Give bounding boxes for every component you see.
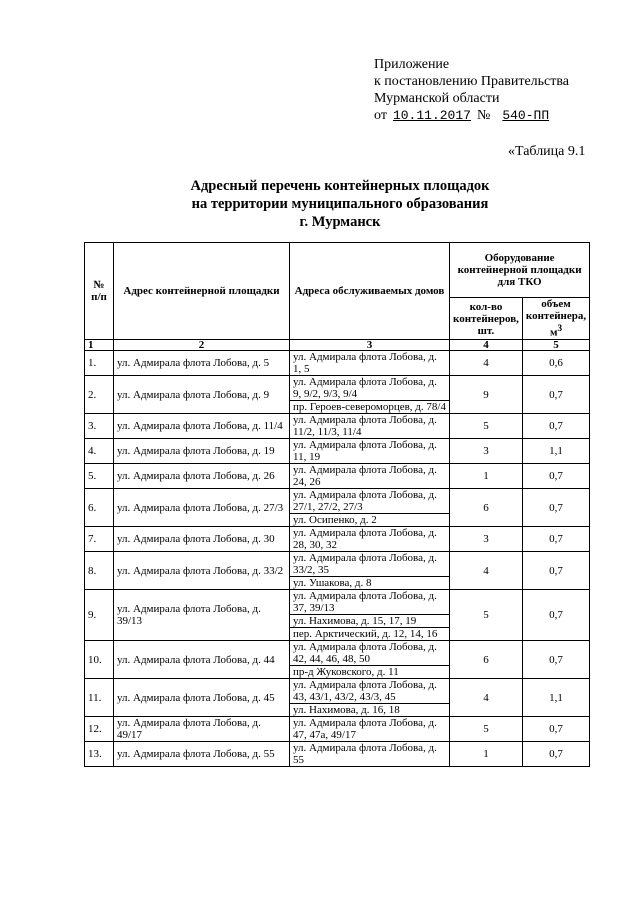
table-row (85, 717, 590, 742)
container-volume: 1,1 (522, 439, 589, 464)
served-address: ул. Адмирала флота Лобова, д. 27/1, 27/2, 27/3 (290, 489, 450, 514)
container-count: 6 (450, 489, 523, 527)
title-line-2: на территории муниципального образования (191, 196, 489, 212)
table-row (85, 552, 590, 577)
row-number: 6. (85, 489, 114, 527)
container-volume: 0,7 (522, 464, 589, 489)
container-volume: 0,7 (522, 590, 589, 641)
title-line-1: Адресный перечень контейнерных площадок (190, 178, 490, 194)
container-count: 1 (450, 742, 523, 767)
header-volume (522, 298, 589, 340)
column-number: 1 (85, 340, 114, 351)
container-count: 1 (450, 464, 523, 489)
row-number: 1. (85, 351, 114, 376)
served-address: ул. Адмирала флота Лобова, д. 9, 9/2, 9/3, 9/4 (290, 376, 450, 401)
container-volume: 0,7 (522, 527, 589, 552)
served-address: ул. Адмирала флота Лобова, д. 11/2, 11/3, 11/4 (290, 414, 450, 439)
table-row (85, 679, 590, 704)
container-volume: 0,7 (522, 489, 589, 527)
site-address: ул. Адмирала флота Лобова, д. 33/2 (114, 552, 290, 590)
annex-line-2: к постановлению Правительства (374, 74, 570, 89)
annex-block (374, 56, 569, 124)
container-count: 4 (450, 552, 523, 590)
served-address: ул. Адмирала флота Лобова, д. 43, 43/1, 43/2, 43/3, 45 (290, 679, 450, 704)
header-equipment: Оборудование контейнерной площадки для ТКО (450, 243, 590, 298)
site-address: ул. Адмирала флота Лобова, д. 49/17 (114, 717, 290, 742)
row-number: 7. (85, 527, 114, 552)
row-number: 5. (85, 464, 114, 489)
served-address: ул. Адмирала флота Лобова, д. 11, 19 (290, 439, 450, 464)
row-number: 11. (85, 679, 114, 717)
header-volume-sup: 3 (557, 323, 563, 334)
container-volume: 0,7 (522, 414, 589, 439)
column-number: 2 (114, 340, 290, 351)
header-site-address: Адрес контейнерной площадки (114, 243, 290, 340)
served-address: ул. Адмирала флота Лобова, д. 42, 44, 46, 48, 50 (290, 641, 450, 666)
served-address: ул. Адмирала флота Лобова, д. 28, 30, 32 (290, 527, 450, 552)
column-number: 3 (290, 340, 450, 351)
served-address: ул. Ушакова, д. 8 (290, 577, 450, 590)
container-count: 3 (450, 439, 523, 464)
table-row (85, 489, 590, 514)
row-number: 4. (85, 439, 114, 464)
annex-line-3: Мурманской области (374, 91, 500, 106)
table-row (85, 590, 590, 615)
served-address: ул. Адмирала флота Лобова, д. 47, 47а, 49/17 (290, 717, 450, 742)
served-address: ул. Адмирала флота Лобова, д. 33/2, 35 (290, 552, 450, 577)
table-label: «Таблица 9.1 (508, 144, 586, 159)
container-count: 4 (450, 679, 523, 717)
annex-line-1: Приложение (374, 57, 450, 72)
container-volume: 0,7 (522, 552, 589, 590)
container-volume: 0,7 (522, 717, 589, 742)
served-address: ул. Адмирала флота Лобова, д. 37, 39/13 (290, 590, 450, 615)
site-address: ул. Адмирала флота Лобова, д. 5 (114, 351, 290, 376)
site-address: ул. Адмирала флота Лобова, д. 11/4 (114, 414, 290, 439)
site-address: ул. Адмирала флота Лобова, д. 39/13 (114, 590, 290, 641)
page-title (150, 177, 530, 231)
annex-from-label: от (374, 108, 387, 123)
served-address: пер. Арктический, д. 12, 14, 16 (290, 628, 450, 641)
container-sites-table (84, 242, 590, 767)
served-address: ул. Адмирала флота Лобова, д. 55 (290, 742, 450, 767)
container-count: 9 (450, 376, 523, 414)
site-address: ул. Адмирала флота Лобова, д. 30 (114, 527, 290, 552)
annex-date-line (374, 107, 569, 124)
site-address: ул. Адмирала флота Лобова, д. 27/3 (114, 489, 290, 527)
served-address: ул. Нахимова, д. 16, 18 (290, 704, 450, 717)
row-number: 3. (85, 414, 114, 439)
served-address: ул. Адмирала флота Лобова, д. 1, 5 (290, 351, 450, 376)
row-number: 8. (85, 552, 114, 590)
container-volume: 1,1 (522, 679, 589, 717)
served-address: ул. Нахимова, д. 15, 17, 19 (290, 615, 450, 628)
container-volume: 0,7 (522, 376, 589, 414)
site-address: ул. Адмирала флота Лобова, д. 44 (114, 641, 290, 679)
container-count: 6 (450, 641, 523, 679)
site-address: ул. Адмирала флота Лобова, д. 45 (114, 679, 290, 717)
row-number: 10. (85, 641, 114, 679)
table-row (85, 641, 590, 666)
container-count: 5 (450, 414, 523, 439)
header-count: кол-во контейнеров, шт. (450, 298, 523, 340)
container-volume: 0,7 (522, 641, 589, 679)
row-number: 12. (85, 717, 114, 742)
served-address: пр. Героев-североморцев, д. 78/4 (290, 401, 450, 414)
row-number: 9. (85, 590, 114, 641)
table-row (85, 527, 590, 552)
header-served-addresses: Адреса обслуживаемых домов (290, 243, 450, 340)
site-address: ул. Адмирала флота Лобова, д. 19 (114, 439, 290, 464)
served-address: ул. Адмирала флота Лобова, д. 24, 26 (290, 464, 450, 489)
container-count: 5 (450, 717, 523, 742)
title-line-3: г. Мурманск (299, 214, 381, 230)
header-num: № п/п (85, 243, 114, 340)
table-row (85, 742, 590, 767)
container-volume: 0,7 (522, 742, 589, 767)
site-address: ул. Адмирала флота Лобова, д. 9 (114, 376, 290, 414)
served-address: пр-д Жуковского, д. 11 (290, 666, 450, 679)
table-row (85, 414, 590, 439)
table-row (85, 376, 590, 401)
container-count: 4 (450, 351, 523, 376)
site-address: ул. Адмирала флота Лобова, д. 55 (114, 742, 290, 767)
container-count: 5 (450, 590, 523, 641)
container-count: 3 (450, 527, 523, 552)
annex-number-label: № (476, 108, 491, 123)
table-row (85, 351, 590, 376)
table-body (85, 340, 590, 767)
column-number-row (85, 340, 590, 351)
table-row (85, 464, 590, 489)
table-row (85, 439, 590, 464)
row-number: 2. (85, 376, 114, 414)
site-address: ул. Адмирала флота Лобова, д. 26 (114, 464, 290, 489)
column-number: 5 (522, 340, 589, 351)
column-number: 4 (450, 340, 523, 351)
served-address: ул. Осипенко, д. 2 (290, 514, 450, 527)
annex-date: 10.11.2017 (392, 108, 471, 123)
annex-number: 540-ПП (502, 108, 550, 123)
header-volume-text: объем контейнера, м (525, 298, 587, 339)
container-volume: 0,6 (522, 351, 589, 376)
row-number: 13. (85, 742, 114, 767)
